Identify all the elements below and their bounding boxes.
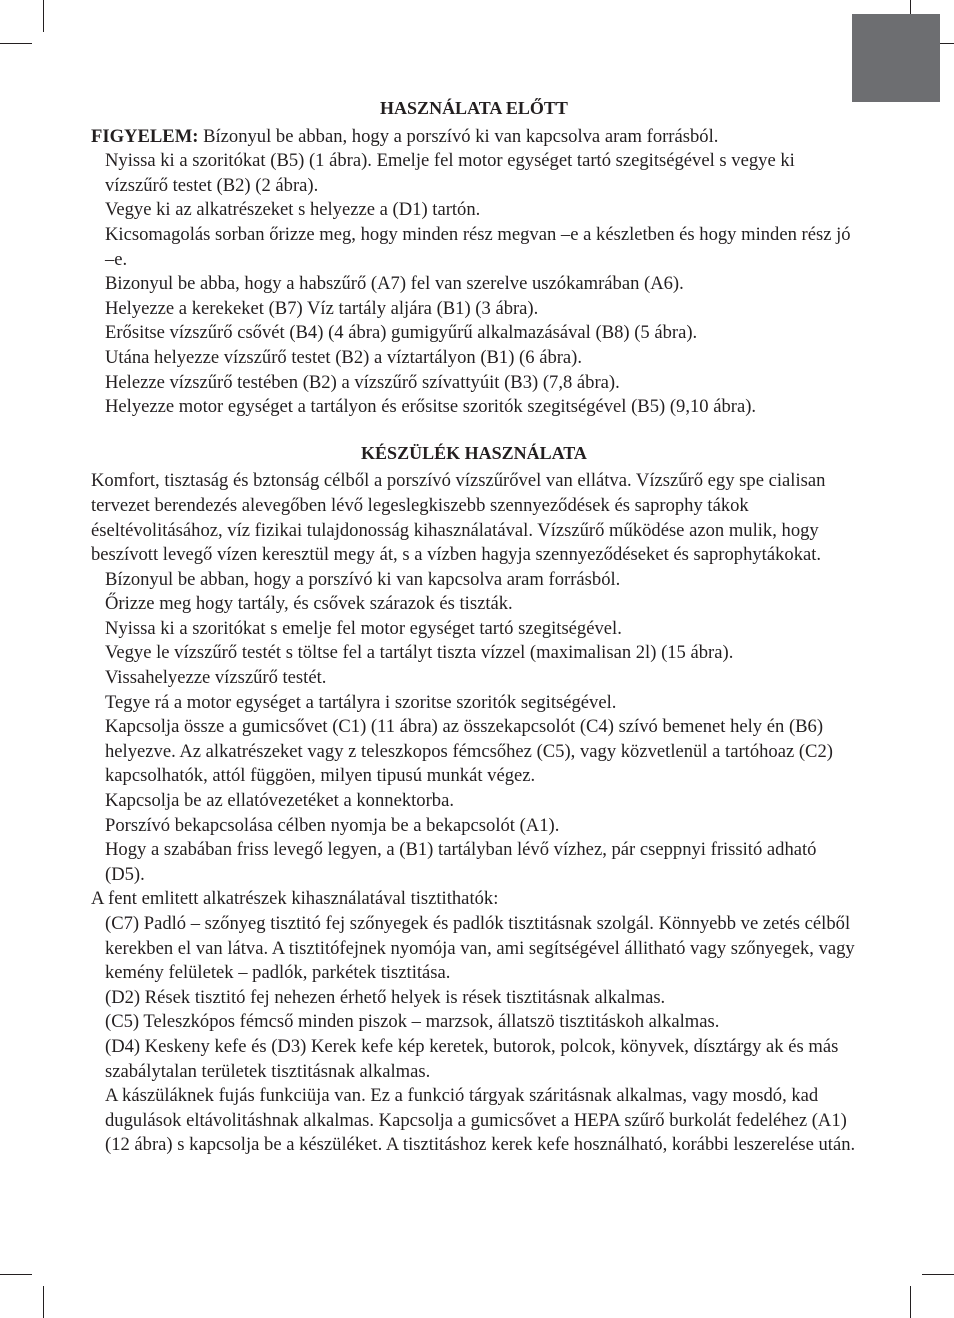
- list-item: Vegye le vízszűrő testét s töltse fel a tartályt tiszta vízzel (maximalisan 2l) (15 ábra).: [105, 642, 734, 664]
- list-item: Helyezze motor egységet a tartályon és erősitse szoritók szegitségével (B5) (9,10 ábra).: [105, 396, 757, 418]
- list-item: Helezze vízszűrő testében (B2) a vízszűrő szívattyúit (B3) (7,8 ábra).: [105, 371, 620, 393]
- page-tab-marker: [852, 14, 940, 102]
- crop-mark-bottom-right-h: [922, 1274, 954, 1275]
- parts-list: [91, 912, 857, 1158]
- list-item: Helyezze a kerekeket (B7) Víz tartály aljára (B1) (3 ábra).: [105, 297, 539, 319]
- list-item: (D4) Keskeny kefe és (D3) Kerek kefe kép keretek, butorok, polcok, könyvek, dísztárgy ak és más szabálytalan területek tisztitásnak alkalmas.: [105, 1035, 839, 1082]
- list-item: (C7) Padló – szőnyeg tisztitó fej szőnyegek és padlók tisztitásnak szolgál. Könnyebb ve zetés célből kerekben el van látva. A tisztitófejnek nyomója van, ami segítségével állitható vagy szőnyegek, vagy kemény felületek – padlók, parkétek tisztitása.: [105, 913, 855, 984]
- document-page: [91, 96, 857, 1158]
- section-heading-device-use: KÉSZÜLÉK HASZNÁLATA: [361, 442, 587, 463]
- before-use-list: [91, 149, 857, 420]
- list-item: A kászüláknek fujás funkciüja van. Ez a funkció tárgyak száritásnak alkalmas, vagy mosdó, kad dugulások eltávolitáshnak alkalmas. Kapcsolja a gumicsővet a HEPA szűrő burkolát fedeléhez (A1) (12 ábra) s kapcsolja be a készüléket. A tisztitáshoz kerek kefe hosználható, korábbi leszerelése után.: [105, 1085, 856, 1156]
- list-item: Bizonyul be abba, hogy a habszűrő (A7) fel van szerelve uszókamrában (A6).: [105, 273, 684, 295]
- list-item: Kicsomagolás sorban őrizze meg, hogy minden rész megvan –e a készletben és hogy minden rész jó –e.: [105, 223, 851, 270]
- warning-label: FIGYELEM:: [91, 125, 199, 147]
- parts-intro: A fent emlitett alkatrészek kihasználatával tisztithatók:: [91, 888, 499, 910]
- crop-mark-bottom-left-v: [43, 1286, 44, 1318]
- crop-mark-bottom-right-v: [910, 1286, 911, 1318]
- list-item: Utána helyezze vízszűrő testet (B2) a víztartályon (B1) (6 ábra).: [105, 346, 583, 368]
- warning-paragraph: [91, 125, 857, 150]
- list-item: Erősitse vízszűrő csővét (B4) (4 ábra) gumigyűrű alkalmazásával (B8) (5 ábra).: [105, 322, 698, 344]
- warning-text: Bízonyul be abban, hogy a porszívó ki van kapcsolva aram forrásból.: [198, 125, 719, 147]
- list-item: Hogy a szabában friss levegő legyen, a (B1) tartályban lévő vízhez, pár cseppnyi frissitó adható (D5).: [105, 839, 817, 885]
- list-item: Vegye ki az alkatrészeket s helyezze a (D1) tartón.: [105, 199, 481, 221]
- list-item: Vissahelyezze vízszűrő testét.: [105, 667, 327, 689]
- crop-mark-top-left-v: [43, 0, 44, 32]
- list-item: Bízonyul be abban, hogy a porszívó ki van kapcsolva aram forrásból.: [105, 568, 621, 590]
- list-item: Őrizze meg hogy tartály, és csővek szárazok és tiszták.: [105, 593, 513, 615]
- device-use-list: [91, 568, 857, 888]
- section-heading-before-use: HASZNÁLATA ELŐTT: [380, 98, 568, 118]
- list-item: Porszívó bekapcsolása célben nyomja be a bekapcsolót (A1).: [105, 814, 560, 836]
- list-item: (D2) Rések tisztitó fej nehezen érhető helyek is rések tisztitásnak alkalmas.: [105, 986, 666, 1008]
- list-item: Kapcsolja be az ellatóvezetéket a konnektorba.: [105, 790, 454, 812]
- list-item: Nyissa ki a szoritókat s emelje fel motor egységet tartó szegitségével.: [105, 617, 622, 639]
- crop-mark-bottom-left-h: [0, 1274, 32, 1275]
- list-item: Nyissa ki a szoritókat (B5) (1 ábra). Emelje fel motor egységet tartó szegitségével s vegye ki vízszűrő testet (B2) (2 ábra).: [105, 150, 795, 196]
- list-item: Kapcsolja össze a gumicsővet (C1) (11 ábra) az összekapcsolót (C4) szívó bemenet hely én (B6) helyezve. Az alkatrészeket vagy z teleszkopos fémcsőhez (C5), vagy közvetlenül a tartóhoaz (C2) kapcsolhatók, attól függöen, milyen tipusú munkát végez.: [105, 716, 833, 787]
- list-item: (C5) Teleszkópos fémcső minden piszok – marzsok, állatszö tisztitáskoh alkalmas.: [105, 1011, 720, 1033]
- crop-mark-top-left-h: [0, 43, 32, 44]
- list-item: Tegye rá a motor egységet a tartályra i szoritse szoritók segitségével.: [105, 691, 617, 713]
- intro-paragraph: Komfort, tisztaság és bztonság célből a porszívó vízszűrővel van ellátva. Vízszűrő egy spe cialisan tervezet berendezés alevegőben lévő legeslegkiszebb szennyeződések és saprophy tákok éseltévolitásához, víz fizikai tulajdonosság kihasználatával. Vízszűrő működése azon mulik, hogy beszívott levegő vízen keresztül megy át, s a vízben hagyja szennyeződéseket és saprophytákokat.: [91, 470, 826, 566]
